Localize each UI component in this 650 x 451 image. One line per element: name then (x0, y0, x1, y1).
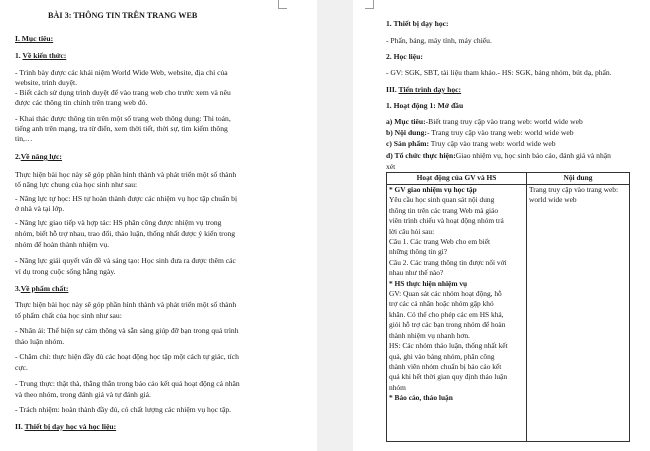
subheading-teaching-equipment: 1. Thiết bị dạy học: (386, 19, 449, 28)
cell-line: những thông tin gì? (389, 247, 447, 257)
cell-line: nhau như thế nào? (389, 268, 444, 278)
table-header-row (387, 173, 630, 185)
heading-number: II. (15, 422, 23, 431)
item-text: - Trang truy cập vào trang web: world wide web (426, 128, 574, 137)
item-label: a) Mục tiêu: (386, 117, 426, 126)
paragraph-line: - Trách nhiệm: hoàn thành đầy đủ, có chất lượng các nhiệm vụ học tập. (15, 405, 232, 414)
margin-corner-mark (365, 0, 374, 9)
paragraph-line: Thực hiện bài học này sẽ góp phần hình thành và phát triển một số thành (15, 170, 237, 179)
item-label: c) Sản phẩm: (386, 139, 430, 148)
cell-subheading: * HS thực hiện nhiệm vụ (389, 278, 468, 288)
cell-line: giỏi hỗ trợ các bạn trong nhóm để hoàn (389, 320, 506, 330)
item-text: Giao nhiệm vụ, học sinh báo cáo, đánh giá và nhận (455, 151, 611, 160)
cell-line: Trang truy cập vào trang web: (529, 185, 619, 194)
activity-content-line (386, 128, 574, 138)
heading-text: Thiết bị dạy học và học liệu: (24, 422, 117, 431)
cell-line: quả khi hết thời gian quy định thảo luận (389, 372, 508, 382)
table-row (387, 185, 630, 442)
paragraph-line: - Khai thác được thông tin trên một số trang web thông dụng: Thi toán, (15, 114, 231, 123)
document-page-left (0, 0, 317, 451)
heading-number: III. (386, 85, 397, 94)
activity-cell (387, 185, 527, 442)
paragraph-line: - Trình bày được các khái niệm World Wide Web, website, địa chỉ của (15, 68, 228, 77)
margin-corner-mark (278, 0, 287, 9)
cell-line: quả, ghi vào bảng nhóm, phân công (389, 351, 495, 361)
table-header-content: Nội dung (527, 173, 630, 185)
paragraph-line: tố phẩm chất của học sinh như sau: (15, 311, 122, 320)
content-cell (527, 185, 630, 442)
item-text: -Biết trang truy cập vào trang web: world wide web (425, 117, 583, 126)
heading-text: Tiến trình dạy học: (398, 85, 462, 94)
paragraph-line: - Nhân ái: Thể hiện sự cảm thông và sẵn sàng giúp đỡ bạn trong quá trình (15, 326, 239, 335)
subheading-materials: 2. Học liệu: (386, 52, 423, 61)
item-text: Truy cập vào trang web: world wide web (429, 139, 556, 148)
paragraph-line: xét (386, 162, 396, 171)
cell-line: Câu 2. Các trang thông tin được nối với (389, 257, 507, 267)
cell-line: viên trình chiếu và hoạt động nhóm trả (389, 216, 504, 226)
heading-text: Về năng lực: (20, 152, 62, 161)
cell-line: thành nhiệm vụ nhanh hơn. (389, 330, 470, 340)
paragraph-line: thảo luận nhóm. (15, 337, 65, 346)
activity-table (386, 172, 630, 442)
paragraph-line: - Phấn, bảng, máy tính, máy chiếu. (386, 36, 492, 45)
section-heading-equipment (15, 422, 116, 432)
cell-line: GV: Quan sát các nhóm hoạt động, hỗ (389, 289, 502, 299)
item-label: d) Tổ chức thực hiện: (386, 151, 456, 160)
cell-line: HS: Các nhóm thảo luận, thống nhất kết (389, 341, 508, 351)
paragraph-line: - Năng lực giải quyết vấn đề và sáng tạo: Học sinh đưa ra được thêm các (15, 256, 236, 265)
cell-line: thành viên nhóm chuẩn bị báo cáo kết (389, 361, 502, 371)
heading-number: 2. (15, 152, 21, 161)
paragraph-line: - Năng lực tự học: HS tự hoàn thành được các nhiệm vụ học tập chuẩn bị (15, 194, 238, 203)
cell-subheading: * Báo cáo, thảo luận (389, 393, 453, 403)
paragraph-line: cực. (15, 363, 28, 372)
heading-text: Về phẩm chất: (20, 284, 69, 293)
document-page-right (353, 0, 650, 451)
paragraph-line: tiếng anh trên mạng, tra từ điển, xem thời tiết, thời sự, tìm kiếm thông (15, 124, 228, 133)
paragraph-line: và theo nhóm, trong đánh giá và tự đánh giá. (15, 390, 151, 399)
cell-line: khăn. Có thể cho phép các em HS khá, (389, 309, 504, 319)
section-heading-process (386, 85, 461, 95)
paragraph-line: - Chăm chỉ: thực hiện đầy đủ các hoạt động học tập một cách tự giác, tích (15, 352, 239, 361)
table-header-activity: Hoạt động của GV và HS (387, 173, 527, 185)
paragraph-line: - Trung thực: thật thà, thẳng thắn trong báo cáo kết quả hoạt động cá nhân (15, 379, 240, 388)
activity-goal-line (386, 117, 583, 127)
paragraph-line: - GV: SGK, SBT, tài liệu tham khảo.- HS: SGK, bảng nhóm, bút dạ, phấn. (386, 68, 612, 77)
cell-subheading: * GV giao nhiệm vụ học tập (389, 185, 477, 194)
paragraph-line: - Năng lực giao tiếp và hợp tác: HS phân công được nhiệm vụ trong (15, 218, 222, 227)
subheading-competence (15, 152, 62, 162)
paragraph-line: nhóm, biết hỗ trợ nhau, trao đổi, thảo luận, thống nhất được ý kiến trong (15, 229, 236, 238)
cell-line: world wide web (529, 195, 577, 205)
subheading-knowledge (15, 51, 66, 61)
lesson-title: BÀI 3: THÔNG TIN TRÊN TRANG WEB (48, 11, 198, 20)
paragraph-line: tố năng lực chung của học sinh như sau: (15, 180, 138, 189)
cell-line: Yêu cầu học sinh quan sát nội dung (389, 195, 495, 205)
paragraph-line: - Biết cách sử dụng trình duyệt để vào trang web cho trước xem và nêu (15, 88, 231, 97)
section-heading-objectives: I. Mục tiêu: (15, 34, 54, 43)
activity-organization-line (386, 151, 611, 161)
heading-number: 3. (15, 284, 21, 293)
paragraph-line: ở nhà và tại lớp. (15, 204, 65, 213)
activity-heading: 1. Hoạt động 1: Mở đầu (386, 101, 464, 110)
cell-line: lời câu hỏi sau: (389, 226, 435, 236)
paragraph-line: ví dụ trong cuộc sống hằng ngày. (15, 267, 116, 276)
cell-line: trợ các cá nhân hoặc nhóm gặp khó (389, 299, 494, 309)
paragraph-line: website, trình duyệt. (15, 78, 78, 87)
subheading-qualities (15, 284, 68, 294)
cell-line: nhóm (389, 382, 406, 392)
paragraph-line: được các thông tin chính trên trang web đó. (15, 98, 148, 107)
cell-line: thông tin trên các trang Web mà giáo (389, 205, 499, 215)
heading-text: Về kiến thức: (22, 51, 67, 60)
paragraph-line: tin,… (15, 134, 33, 143)
activity-product-line (386, 139, 556, 149)
heading-number: 1. (15, 51, 21, 60)
paragraph-line: nhóm để hoàn thành nhiệm vụ. (15, 240, 110, 249)
item-label: b) Nội dung: (386, 128, 427, 137)
cell-line: Câu 1. Các trang Web cho em biết (389, 237, 491, 247)
paragraph-line: Thực hiện bài học này sẽ góp phần hình thành và phát triển một số thành (15, 300, 237, 309)
